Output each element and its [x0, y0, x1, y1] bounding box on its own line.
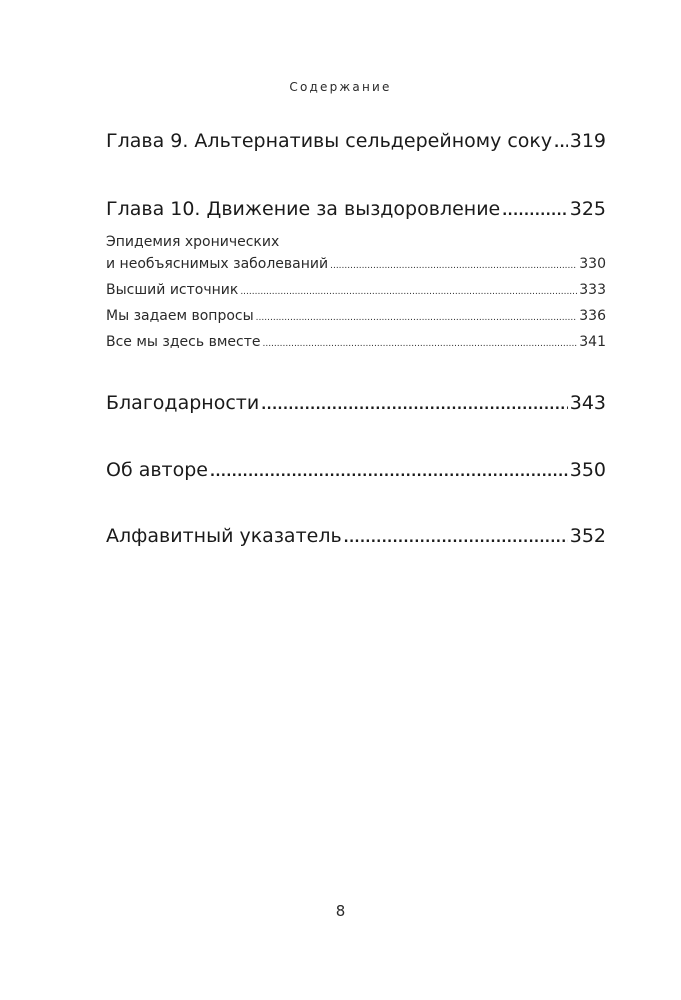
toc-entry-page: 352	[569, 525, 606, 547]
toc-entry-chapter-9[interactable]	[106, 130, 606, 152]
toc-entry-title: Мы задаем вопросы	[106, 308, 254, 324]
toc-entry-index[interactable]	[106, 525, 606, 547]
toc-entry-page: 333	[579, 282, 606, 298]
dot-leader	[240, 287, 577, 297]
toc-subentry-questions[interactable]	[106, 308, 606, 324]
toc-entry-page: 319	[569, 130, 606, 152]
toc-subentry-epidemic-line1: Эпидемия хронических	[106, 234, 280, 250]
toc-entry-page: 325	[569, 198, 606, 220]
toc-entry-title: Глава 9. Альтернативы сельдерейному соку	[106, 130, 553, 152]
toc-entry-chapter-10[interactable]	[106, 198, 606, 220]
dot-leader	[502, 204, 568, 219]
toc-entry-acknowledgements[interactable]	[106, 392, 606, 414]
toc-entry-page: 350	[569, 459, 606, 481]
running-head: Содержание	[289, 80, 392, 94]
dot-leader	[330, 261, 577, 271]
dot-leader	[262, 339, 577, 349]
dot-leader	[554, 136, 568, 151]
dot-leader	[261, 398, 568, 413]
toc-subentry-higher-source[interactable]	[106, 282, 606, 298]
toc-entry-page: 336	[579, 308, 606, 324]
toc-entry-title: Все мы здесь вместе	[106, 334, 261, 350]
toc-entry-page: 343	[569, 392, 606, 414]
page-number: 8	[335, 902, 346, 920]
toc-entry-about-author[interactable]	[106, 459, 606, 481]
toc-entry-page: 330	[579, 256, 606, 272]
toc-entry-page: 341	[579, 334, 606, 350]
toc-entry-title: Об авторе	[106, 459, 208, 481]
toc-subentry-epidemic[interactable]	[106, 256, 606, 272]
toc-entry-title: Высший источник	[106, 282, 239, 298]
toc-entry-title: Глава 10. Движение за выздоровление	[106, 198, 501, 220]
dot-leader	[256, 313, 578, 323]
dot-leader	[210, 465, 568, 480]
toc-entry-title: Алфавитный указатель	[106, 525, 342, 547]
toc-subentry-all-together[interactable]	[106, 334, 606, 350]
dot-leader	[344, 531, 568, 546]
toc-entry-title: и необъяснимых заболеваний	[106, 256, 329, 272]
toc-entry-title: Благодарности	[106, 392, 260, 414]
